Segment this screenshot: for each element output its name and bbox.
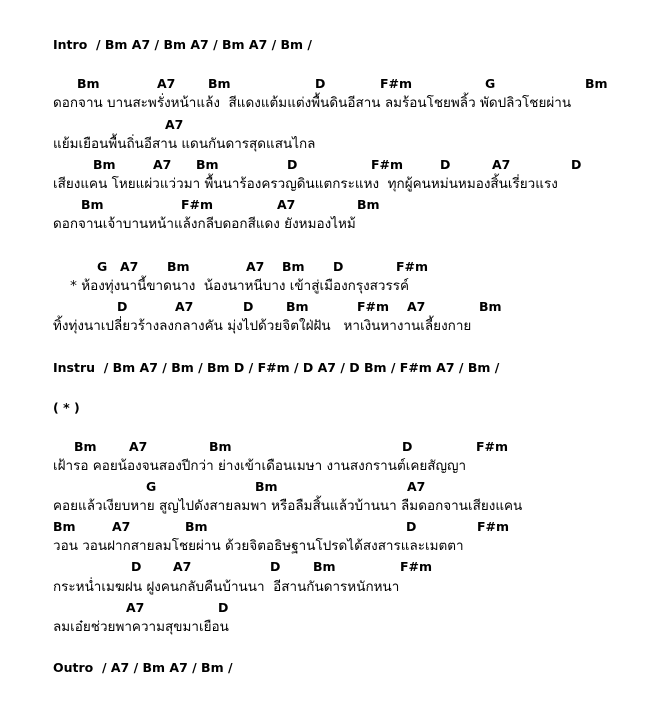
chord-label: D bbox=[287, 157, 298, 172]
chord-label: G bbox=[146, 479, 157, 494]
chord-label: A7 bbox=[246, 259, 265, 274]
instrumental-line: Instru / Bm A7 / Bm / Bm D / F#m / D A7 / D Bm / F#m A7 / Bm / bbox=[53, 360, 500, 375]
chord-label: D bbox=[402, 439, 413, 454]
chord-label: Bm bbox=[81, 197, 104, 212]
chord-label: A7 bbox=[153, 157, 172, 172]
chord-label: A7 bbox=[157, 76, 176, 91]
chord-label: D bbox=[333, 259, 344, 274]
chorus-marker: ( * ) bbox=[53, 400, 80, 415]
chord-label: A7 bbox=[407, 299, 426, 314]
chord-label: D bbox=[440, 157, 451, 172]
chord-line bbox=[0, 441, 670, 455]
chord-label: A7 bbox=[165, 117, 184, 132]
intro-line: Intro / Bm A7 / Bm A7 / Bm A7 / Bm / bbox=[53, 37, 313, 52]
chord-label: G bbox=[485, 76, 496, 91]
chord-label: A7 bbox=[173, 559, 192, 574]
lyric-line: วอน วอนฝากสายลมโชยผ่าน ด้วยจิตอธิษฐานโปรดได้สงสารและเมตตา bbox=[53, 538, 464, 554]
chord-line bbox=[0, 481, 670, 495]
chord-label: A7 bbox=[129, 439, 148, 454]
lyric-line: ดอกจาน บานสะพรั่งหน้าแล้ง สีแดงแต้มแต่งพื้นดินอีสาน ลมร้อนโชยพลิ้ว พัดปลิวโชยผ่าน bbox=[53, 95, 572, 111]
chord-label: A7 bbox=[407, 479, 426, 494]
lyric-line: กระหน่ำเมฆฝน ฝูงคนกลับคืนบ้านนา อีสานกันดารหนักหนา bbox=[53, 579, 400, 595]
outro-line: Outro / A7 / Bm A7 / Bm / bbox=[53, 660, 233, 675]
chord-label: F#m bbox=[357, 299, 390, 314]
chord-label: Bm bbox=[357, 197, 380, 212]
lyric-line: ดอกจานเจ้าบานหน้าแล้งกลีบดอกสีแดง ยังหมองไหม้ bbox=[53, 216, 356, 232]
chord-label: D bbox=[117, 299, 128, 314]
chord-line bbox=[0, 78, 670, 92]
chord-label: A7 bbox=[120, 259, 139, 274]
chord-label: Bm bbox=[53, 519, 76, 534]
lyric-line: คอยแล้วเงียบหาย สูญไปดังสายลมพา หรือลืมสิ้นแล้วบ้านนา ลืมดอกจานเสียงแคน bbox=[53, 498, 523, 514]
lyric-line: ทิ้งทุ่งนาเปลี่ยวร้างลงกลางคัน มุ่งไปด้วยจิตใฝ่ฝัน หาเงินหางานเลี้ยงกาย bbox=[53, 318, 472, 334]
chord-label: Bm bbox=[77, 76, 100, 91]
chord-label: Bm bbox=[185, 519, 208, 534]
chord-label: Bm bbox=[209, 439, 232, 454]
chord-label: D bbox=[571, 157, 582, 172]
chord-label: F#m bbox=[396, 259, 429, 274]
chord-line bbox=[0, 602, 670, 616]
chord-line bbox=[0, 159, 670, 173]
chord-label: D bbox=[406, 519, 417, 534]
chord-label: D bbox=[315, 76, 326, 91]
chord-label: Bm bbox=[74, 439, 97, 454]
lyric-line: เฝ้ารอ คอยน้องจนสองปีกว่า ย่างเข้าเดือนเมษา งานสงกรานต์เคยสัญญา bbox=[53, 458, 467, 474]
chord-label: A7 bbox=[126, 600, 145, 615]
chord-label: F#m bbox=[371, 157, 404, 172]
chord-label: Bm bbox=[282, 259, 305, 274]
lyric-line: ลมเอ๋ยช่วยพาความสุขมาเยือน bbox=[53, 619, 229, 635]
chord-label: F#m bbox=[476, 439, 509, 454]
chord-label: F#m bbox=[181, 197, 214, 212]
chord-label: Bm bbox=[93, 157, 116, 172]
chord-line bbox=[0, 561, 670, 575]
chord-label: Bm bbox=[167, 259, 190, 274]
chord-label: F#m bbox=[477, 519, 510, 534]
chord-label: Bm bbox=[313, 559, 336, 574]
chord-label: Bm bbox=[208, 76, 231, 91]
chord-label: Bm bbox=[286, 299, 309, 314]
chord-label: F#m bbox=[400, 559, 433, 574]
chord-label: Bm bbox=[585, 76, 608, 91]
chord-label: A7 bbox=[277, 197, 296, 212]
chord-line bbox=[0, 199, 670, 213]
chord-line bbox=[0, 261, 670, 275]
chord-line bbox=[0, 301, 670, 315]
chord-label: A7 bbox=[492, 157, 511, 172]
chord-label: F#m bbox=[380, 76, 413, 91]
lyric-line: * ห้องทุ่งนานี้ขาดนาง น้องนาหนีบาง เข้าสู่เมืองกรุงสวรรค์ bbox=[53, 278, 410, 294]
chord-label: A7 bbox=[175, 299, 194, 314]
chord-label: G bbox=[97, 259, 108, 274]
chord-label: D bbox=[131, 559, 142, 574]
chord-line bbox=[0, 521, 670, 535]
chord-line bbox=[0, 119, 670, 133]
chord-label: D bbox=[218, 600, 229, 615]
chord-label: A7 bbox=[112, 519, 131, 534]
chord-label: Bm bbox=[196, 157, 219, 172]
lyric-line: เสียงแคน โหยแผ่วแว่วมา พื้นนาร้องครวญดินแตกระแหง ทุกผู้คนหม่นหมองสิ้นเรี่ยวแรง bbox=[53, 176, 558, 192]
chord-label: Bm bbox=[255, 479, 278, 494]
chord-label: D bbox=[243, 299, 254, 314]
lyric-line: แย้มเยือนพื้นถิ่นอีสาน แดนกันดารสุดแสนไกล bbox=[53, 136, 316, 152]
chord-label: Bm bbox=[479, 299, 502, 314]
chord-label: D bbox=[270, 559, 281, 574]
